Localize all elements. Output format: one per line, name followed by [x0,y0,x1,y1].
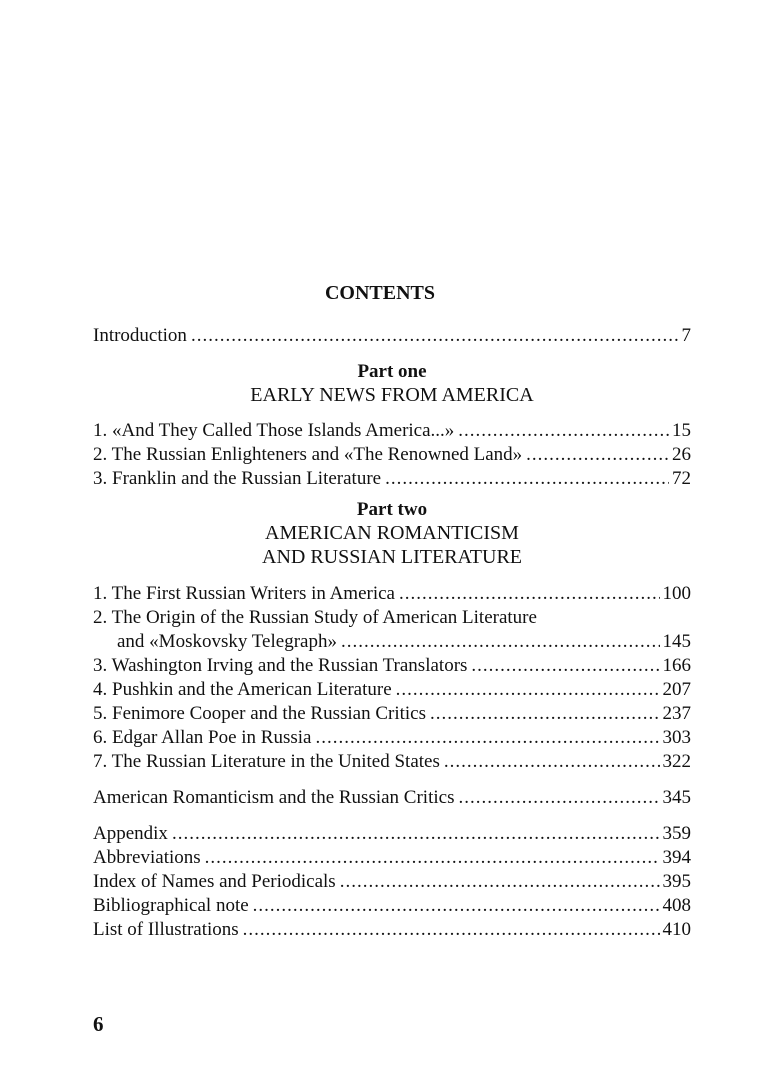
dot-leader [253,894,660,918]
toc-entry-appendix [93,822,691,846]
toc-entry-part-one-chapter-1 [93,419,691,443]
toc-entry-part-two-chapter-2 [93,630,691,654]
toc-entry-title: 1. The First Russian Writers in America [93,583,395,604]
toc-entry-title: 2. The Russian Enlighteners and «The Renowned Land» [93,444,523,465]
toc-entry-title: 5. Fenimore Cooper and the Russian Critics [93,703,426,724]
toc-entry-part-two-chapter-1 [93,582,691,606]
toc-entry-title: Introduction [93,325,187,346]
toc-entry-page: 7 [681,325,691,346]
toc-entry-part-two-chapter-4 [93,678,691,702]
dot-leader [205,846,660,870]
part-two-title-line-2: AND RUSSIAN LITERATURE [262,546,522,568]
toc-entry-part-one-chapter-3 [93,467,691,491]
toc-entry-title: Bibliographical note [93,895,249,916]
toc-entry-page: 394 [662,847,691,868]
toc-entry-page: 15 [672,420,691,441]
toc-entry-page: 408 [662,895,691,916]
toc-entry-title: Index of Names and Periodicals [93,871,336,892]
dot-leader [340,870,660,894]
part-one-label: Part one [357,361,427,382]
toc-entry-page: 237 [662,703,691,724]
dot-leader [526,443,669,467]
toc-entry-page: 345 [662,787,691,808]
dot-leader [385,467,669,491]
toc-entry-part-two-chapter-3 [93,654,691,678]
toc-entry-title: 3. Washington Irving and the Russian Translators [93,655,468,676]
toc-entry-conclusion [93,786,691,810]
dot-leader [191,324,679,348]
toc-entry-bibliographical-note [93,894,691,918]
toc-entry-part-two-chapter-6 [93,726,691,750]
toc-entry-title: American Romanticism and the Russian Critics [93,787,455,808]
toc-entry-title: 3. Franklin and the Russian Literature [93,468,382,489]
toc-entry-page: 395 [662,871,691,892]
dot-leader [172,822,660,846]
toc-entry-part-two-chapter-5 [93,702,691,726]
toc-entry-title: Abbreviations [93,847,201,868]
toc-entry-title: Appendix [93,823,168,844]
toc-entry-page: 72 [672,468,691,489]
table-of-contents [93,324,691,942]
toc-entry-page: 303 [662,727,691,748]
toc-entry-page: 207 [662,679,691,700]
toc-entry-page: 26 [672,444,691,465]
toc-entry-abbreviations [93,846,691,870]
toc-entry-title: and «Moskovsky Telegraph» [117,631,337,652]
dot-leader [396,678,660,702]
dot-leader [341,630,660,654]
toc-entry-index [93,870,691,894]
toc-entry-page: 410 [662,919,691,940]
toc-entry-list-of-illustrations [93,918,691,942]
dot-leader [471,654,659,678]
toc-entry-part-one-chapter-2 [93,443,691,467]
dot-leader [444,750,660,774]
toc-entry-page: 359 [662,823,691,844]
toc-entry-title: 7. The Russian Literature in the United States [93,751,440,772]
dot-leader [458,419,669,443]
dot-leader [430,702,660,726]
toc-entry-introduction [93,324,691,348]
toc-entry-title: 4. Pushkin and the American Literature [93,679,392,700]
toc-entry-part-two-chapter-2-line-1: 2. The Origin of the Russian Study of American Literature [93,607,537,628]
contents-heading: CONTENTS [324,282,436,304]
toc-entry-page: 322 [662,751,691,772]
dot-leader [315,726,659,750]
toc-entry-title: 6. Edgar Allan Poe in Russia [93,727,312,748]
toc-entry-page: 145 [662,631,691,652]
toc-entry-page: 166 [662,655,691,676]
toc-entry-page: 100 [662,583,691,604]
page-number: 6 [93,1012,104,1036]
dot-leader [458,786,659,810]
part-one-title: EARLY NEWS FROM AMERICA [250,384,534,406]
part-two-title-line-1: AMERICAN ROMANTICISM [265,522,519,544]
part-two-label: Part two [356,499,428,520]
dot-leader [243,918,660,942]
dot-leader [399,582,660,606]
toc-entry-part-two-chapter-7 [93,750,691,774]
toc-entry-title: 1. «And They Called Those Islands America...» [93,420,455,441]
toc-entry-title: List of Illustrations [93,919,239,940]
